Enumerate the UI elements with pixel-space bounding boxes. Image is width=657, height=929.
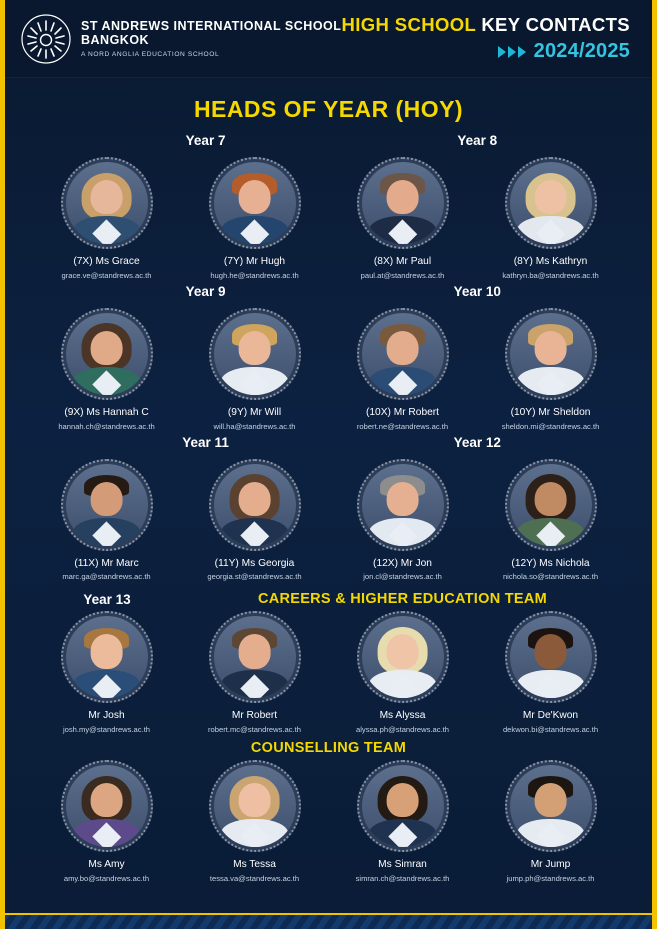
contact-email[interactable]: hannah.ch@standrews.ac.th — [58, 421, 155, 431]
contact-name: (12X) Mr Jon — [373, 557, 432, 569]
poster-title-highlight: HIGH SCHOOL — [341, 14, 476, 35]
portrait-inner — [510, 313, 592, 395]
portrait-inner — [214, 464, 296, 546]
contact-card — [340, 459, 466, 582]
portrait-face — [90, 482, 123, 516]
contact-card — [44, 459, 170, 582]
contact-email[interactable]: grace.ve@standrews.ac.th — [61, 270, 152, 280]
contact-card — [192, 308, 318, 431]
contact-email[interactable]: marc.ga@standrews.ac.th — [62, 572, 151, 582]
portrait-photo — [357, 459, 449, 551]
header-title-block — [342, 14, 636, 63]
contact-name: Mr De'Kwon — [522, 710, 579, 722]
year-label: Year 8 — [457, 133, 498, 148]
contact-name: Ms Tessa — [233, 859, 276, 870]
contact-name: Ms Alyssa — [379, 710, 426, 722]
portrait-inner — [362, 464, 444, 546]
portrait-face — [386, 482, 419, 516]
year-label-row — [5, 133, 652, 153]
portrait-inner — [214, 765, 296, 847]
contact-email[interactable]: alyssa.ph@standrews.ac.th — [356, 725, 449, 734]
portrait-photo — [209, 308, 301, 400]
portrait-face — [90, 634, 123, 668]
contact-row — [5, 308, 652, 431]
contact-card — [488, 459, 614, 582]
contact-name: (7X) Ms Grace — [73, 256, 140, 267]
portrait-photo — [357, 157, 449, 249]
contact-card — [488, 157, 614, 280]
contact-card — [340, 611, 466, 734]
portrait-inner — [214, 313, 296, 395]
contact-card — [488, 611, 614, 734]
portrait-face — [534, 331, 567, 365]
portrait-photo — [357, 611, 449, 703]
contact-row — [5, 459, 652, 582]
year-label: Year 12 — [453, 434, 501, 450]
contact-email[interactable]: georgia.st@standrews.ac.th — [207, 572, 302, 582]
portrait-photo — [61, 308, 153, 400]
portrait-face — [90, 180, 123, 214]
contact-email[interactable]: amy.bo@standrews.ac.th — [63, 873, 150, 883]
contact-name: (11Y) Ms Georgia — [214, 557, 295, 569]
contact-card — [44, 760, 170, 883]
contact-email[interactable]: simran.ch@standrews.ac.th — [355, 873, 450, 883]
portrait-face — [534, 634, 567, 668]
contact-name: (8X) Mr Paul — [373, 256, 432, 267]
academic-year: 2024/2025 — [533, 40, 630, 62]
contact-card — [340, 157, 466, 280]
portrait-inner — [362, 765, 444, 847]
contact-card — [192, 760, 318, 883]
portrait-photo — [505, 611, 597, 703]
contact-card — [192, 157, 318, 280]
contact-card — [340, 760, 466, 883]
portrait-photo — [357, 760, 449, 852]
contact-name: Mr Jump — [530, 859, 571, 870]
contact-row — [5, 760, 652, 883]
portrait-face — [238, 783, 271, 817]
year-label-row — [5, 435, 652, 455]
poster-header — [5, 0, 652, 78]
counselling-team-row — [5, 760, 652, 883]
portrait-inner — [66, 765, 148, 847]
portrait-inner — [66, 464, 148, 546]
contact-email[interactable]: nichola.so@standrews.ac.th — [502, 572, 599, 582]
contact-row — [5, 611, 652, 734]
portrait-face — [534, 180, 567, 214]
contact-name: (7Y) Mr Hugh — [223, 256, 286, 267]
contact-name: Mr Robert — [231, 710, 278, 722]
contact-card — [340, 308, 466, 431]
portrait-face — [534, 783, 567, 817]
portrait-inner — [510, 616, 592, 698]
school-name-line1: ST ANDREWS INTERNATIONAL SCHOOL — [81, 18, 342, 33]
portrait-inner — [66, 313, 148, 395]
poster-title-rest: KEY CONTACTS — [481, 14, 630, 35]
year-label: Year 10 — [453, 283, 501, 299]
contact-name: Mr Josh — [88, 710, 125, 722]
counselling-team-title: COUNSELLING TEAM — [250, 740, 407, 756]
portrait-face — [534, 482, 567, 516]
portrait-photo — [505, 760, 597, 852]
contact-card — [192, 459, 318, 582]
contact-name: Ms Simran — [378, 859, 427, 870]
contact-email[interactable]: paul.at@standrews.ac.th — [360, 270, 445, 280]
portrait-face — [386, 331, 419, 365]
contact-email[interactable]: josh.my@standrews.ac.th — [62, 725, 151, 734]
page-title: HEADS OF YEAR (HOY) — [193, 96, 463, 122]
year-label: Year 9 — [185, 283, 226, 299]
careers-team-row — [5, 611, 652, 734]
portrait-face — [386, 634, 419, 668]
contact-email[interactable]: robert.ne@standrews.ac.th — [356, 421, 449, 431]
contact-name: (10Y) Mr Sheldon — [510, 406, 591, 418]
portrait-inner — [362, 162, 444, 244]
portrait-photo — [61, 760, 153, 852]
year-13-label: Year 13 — [83, 591, 131, 607]
contact-card — [488, 760, 614, 883]
year-label-row — [5, 284, 652, 304]
portrait-inner — [510, 464, 592, 546]
portrait-inner — [362, 616, 444, 698]
heads-of-year-section — [5, 133, 652, 581]
contact-name: (10X) Mr Robert — [365, 406, 440, 418]
portrait-photo — [61, 157, 153, 249]
portrait-face — [238, 482, 271, 516]
academic-year-row — [342, 40, 630, 63]
contact-card — [192, 611, 318, 734]
portrait-photo — [505, 157, 597, 249]
portrait-inner — [66, 616, 148, 698]
portrait-photo — [357, 308, 449, 400]
school-name-block — [81, 19, 341, 58]
portrait-photo — [209, 459, 301, 551]
contact-card — [488, 308, 614, 431]
portrait-photo — [61, 459, 153, 551]
footer-stripe — [5, 913, 652, 929]
portrait-photo — [505, 308, 597, 400]
portrait-photo — [505, 459, 597, 551]
contact-name: (8Y) Ms Kathryn — [513, 256, 588, 267]
portrait-photo — [209, 157, 301, 249]
portrait-face — [238, 180, 271, 214]
portrait-inner — [66, 162, 148, 244]
poster-title — [342, 14, 630, 36]
portrait-inner — [510, 162, 592, 244]
contact-name: Ms Amy — [88, 859, 125, 870]
school-tagline: A NORD ANGLIA EDUCATION SCHOOL — [81, 50, 220, 58]
portrait-photo — [61, 611, 153, 703]
contact-email[interactable]: hugh.he@standrews.ac.th — [210, 270, 299, 280]
portrait-inner — [362, 313, 444, 395]
contact-row — [5, 157, 652, 280]
careers-team-title: CAREERS & HIGHER EDUCATION TEAM — [257, 591, 548, 608]
contact-email[interactable]: tessa.va@standrews.ac.th — [209, 873, 300, 883]
sunburst-logo-icon — [21, 14, 71, 64]
portrait-face — [386, 783, 419, 817]
contact-card — [44, 308, 170, 431]
year-label: Year 11 — [182, 434, 229, 450]
contact-name: (9Y) Mr Will — [227, 406, 282, 418]
portrait-inner — [214, 162, 296, 244]
portrait-face — [90, 331, 123, 365]
portrait-photo — [209, 611, 301, 703]
contact-email[interactable]: robert.mc@standrews.ac.th — [208, 725, 301, 734]
portrait-face — [90, 783, 123, 817]
school-name-line2: BANGKOK — [81, 32, 150, 47]
portrait-face — [238, 331, 271, 365]
contact-name: (12Y) Ms Nichola — [511, 557, 590, 569]
contact-email[interactable]: jump.ph@standrews.ac.th — [506, 873, 595, 883]
contact-card — [44, 157, 170, 280]
contact-email[interactable]: will.ha@standrews.ac.th — [213, 421, 296, 431]
careers-band-header — [5, 591, 652, 607]
portrait-face — [238, 634, 271, 668]
portrait-inner — [214, 616, 296, 698]
contact-email[interactable]: dekwon.bi@standrews.ac.th — [502, 725, 599, 734]
portrait-photo — [209, 760, 301, 852]
contact-card — [44, 611, 170, 734]
year-label: Year 7 — [185, 133, 226, 148]
school-branding — [21, 14, 341, 64]
contact-email[interactable]: kathryn.ba@standrews.ac.th — [502, 270, 599, 280]
portrait-face — [386, 180, 419, 214]
contact-name: (9X) Ms Hannah C — [64, 406, 149, 418]
contact-email[interactable]: jon.cl@standrews.ac.th — [363, 572, 442, 582]
portrait-inner — [510, 765, 592, 847]
contact-email[interactable]: sheldon.mi@standrews.ac.th — [501, 421, 600, 431]
contact-name: (11X) Mr Marc — [74, 557, 139, 569]
triple-chevron-right-icon — [498, 46, 526, 58]
